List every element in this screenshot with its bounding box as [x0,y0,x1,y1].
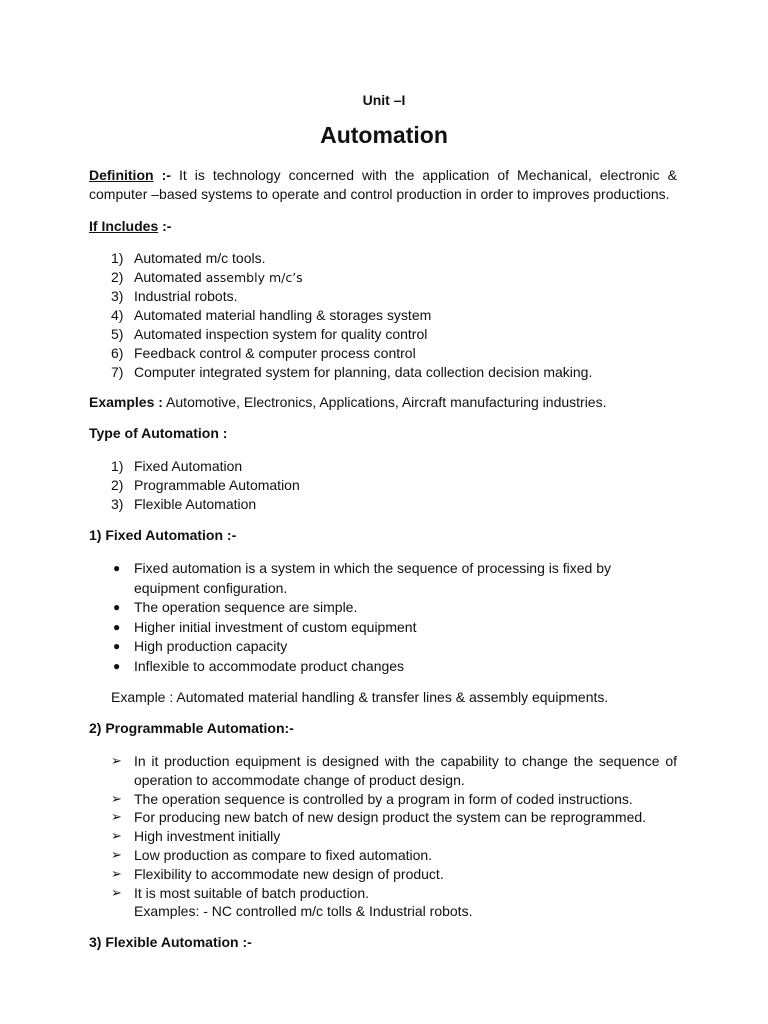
list-item: ● Inflexible to accommodate product changes [111,657,677,677]
list-item: 3) Flexible Automation [111,496,257,512]
list-item: ● The operation sequence are simple. [111,598,677,618]
arrow-icon: ➢ [111,790,122,806]
list-item: ➢ Low production as compare to fixed automation. [111,846,433,863]
list-item: 5) Automated inspection system for quality control [111,326,428,342]
list-item: 7) Computer integrated system for planning, data collection decision making. [111,364,593,380]
definition-paragraph [89,166,677,204]
list-item: ➢ High investment initially [111,828,281,845]
types-heading: Type of Automation : [89,425,228,441]
list-item: ➢ For producing new batch of new design product the system can be reprogrammed. [111,809,647,826]
list-item: ➢ The operation sequence is controlled by a program in form of coded instructions. [111,790,633,807]
list-item: 2) Programmable Automation [111,477,300,493]
list-item: 1) Fixed Automation [111,458,243,474]
includes-separator: :- [162,218,172,234]
list-item: 4) Automated material handling & storages system [111,307,432,323]
programmable-examples: Examples: - NC controlled m/c tolls & Industrial robots. [134,903,473,920]
bullet-icon: ● [113,639,121,653]
list-item: ● Higher initial investment of custom equipment [111,618,677,638]
arrow-icon: ➢ [111,846,122,862]
list-item: 2) Automated assembly m/c’s [111,269,303,285]
types-list [111,457,677,514]
list-item: 3) Industrial robots. [111,288,238,304]
bullet-icon: ● [113,600,121,614]
list-item: ● Fixed automation is a system in which the sequence of processing is fixed by equipment configuration. [113,560,612,596]
bullet-icon: ● [113,658,121,673]
list-item: ➢ Flexibility to accommodate new design of product. [111,865,444,882]
arrow-icon: ➢ [111,809,122,825]
page-title: Automation [320,122,448,148]
list-item: 1) Automated m/c tools. [111,250,266,266]
fixed-list [111,559,677,676]
arrow-icon: ➢ [111,884,122,900]
arrow-icon: ➢ [111,828,122,844]
list-item: ➢ It is most suitable of batch production. [111,884,370,901]
unit-label: Unit –I [362,92,406,108]
list-item: ➢ In it production equipment is designed with the capability to change the sequence of operation to accommodate change of product design. [111,753,677,788]
includes-list [111,249,677,382]
examples-text: Automotive, Electronics, Applications, Aircraft manufacturing industries. [162,394,607,410]
flexible-heading: 3) Flexible Automation :- [89,934,252,950]
fixed-example: Example : Automated material handling & transfer lines & assembly equipments. [111,689,609,705]
programmable-list [111,752,677,921]
list-item: 6) Feedback control & computer process control [111,345,416,361]
bullet-icon: ● [113,619,121,634]
definition-label: Definition [89,167,154,183]
arrow-icon: ➢ [111,865,122,881]
examples-paragraph [89,393,677,412]
includes-heading [89,218,171,234]
fixed-heading: 1) Fixed Automation :- [89,527,237,543]
arrow-icon: ➢ [111,753,122,768]
definition-text: It is technology concerned with the application of Mechanical, electronic & computer –based systems to operate and control production in order to improves productions. [89,167,678,202]
bullet-icon: ● [113,561,121,575]
definition-separator: :- [161,167,171,183]
programmable-heading: 2) Programmable Automation:- [89,720,294,736]
list-item: ● High production capacity [111,637,677,657]
examples-label: Examples : [89,394,163,410]
includes-label: If Includes [89,218,159,234]
